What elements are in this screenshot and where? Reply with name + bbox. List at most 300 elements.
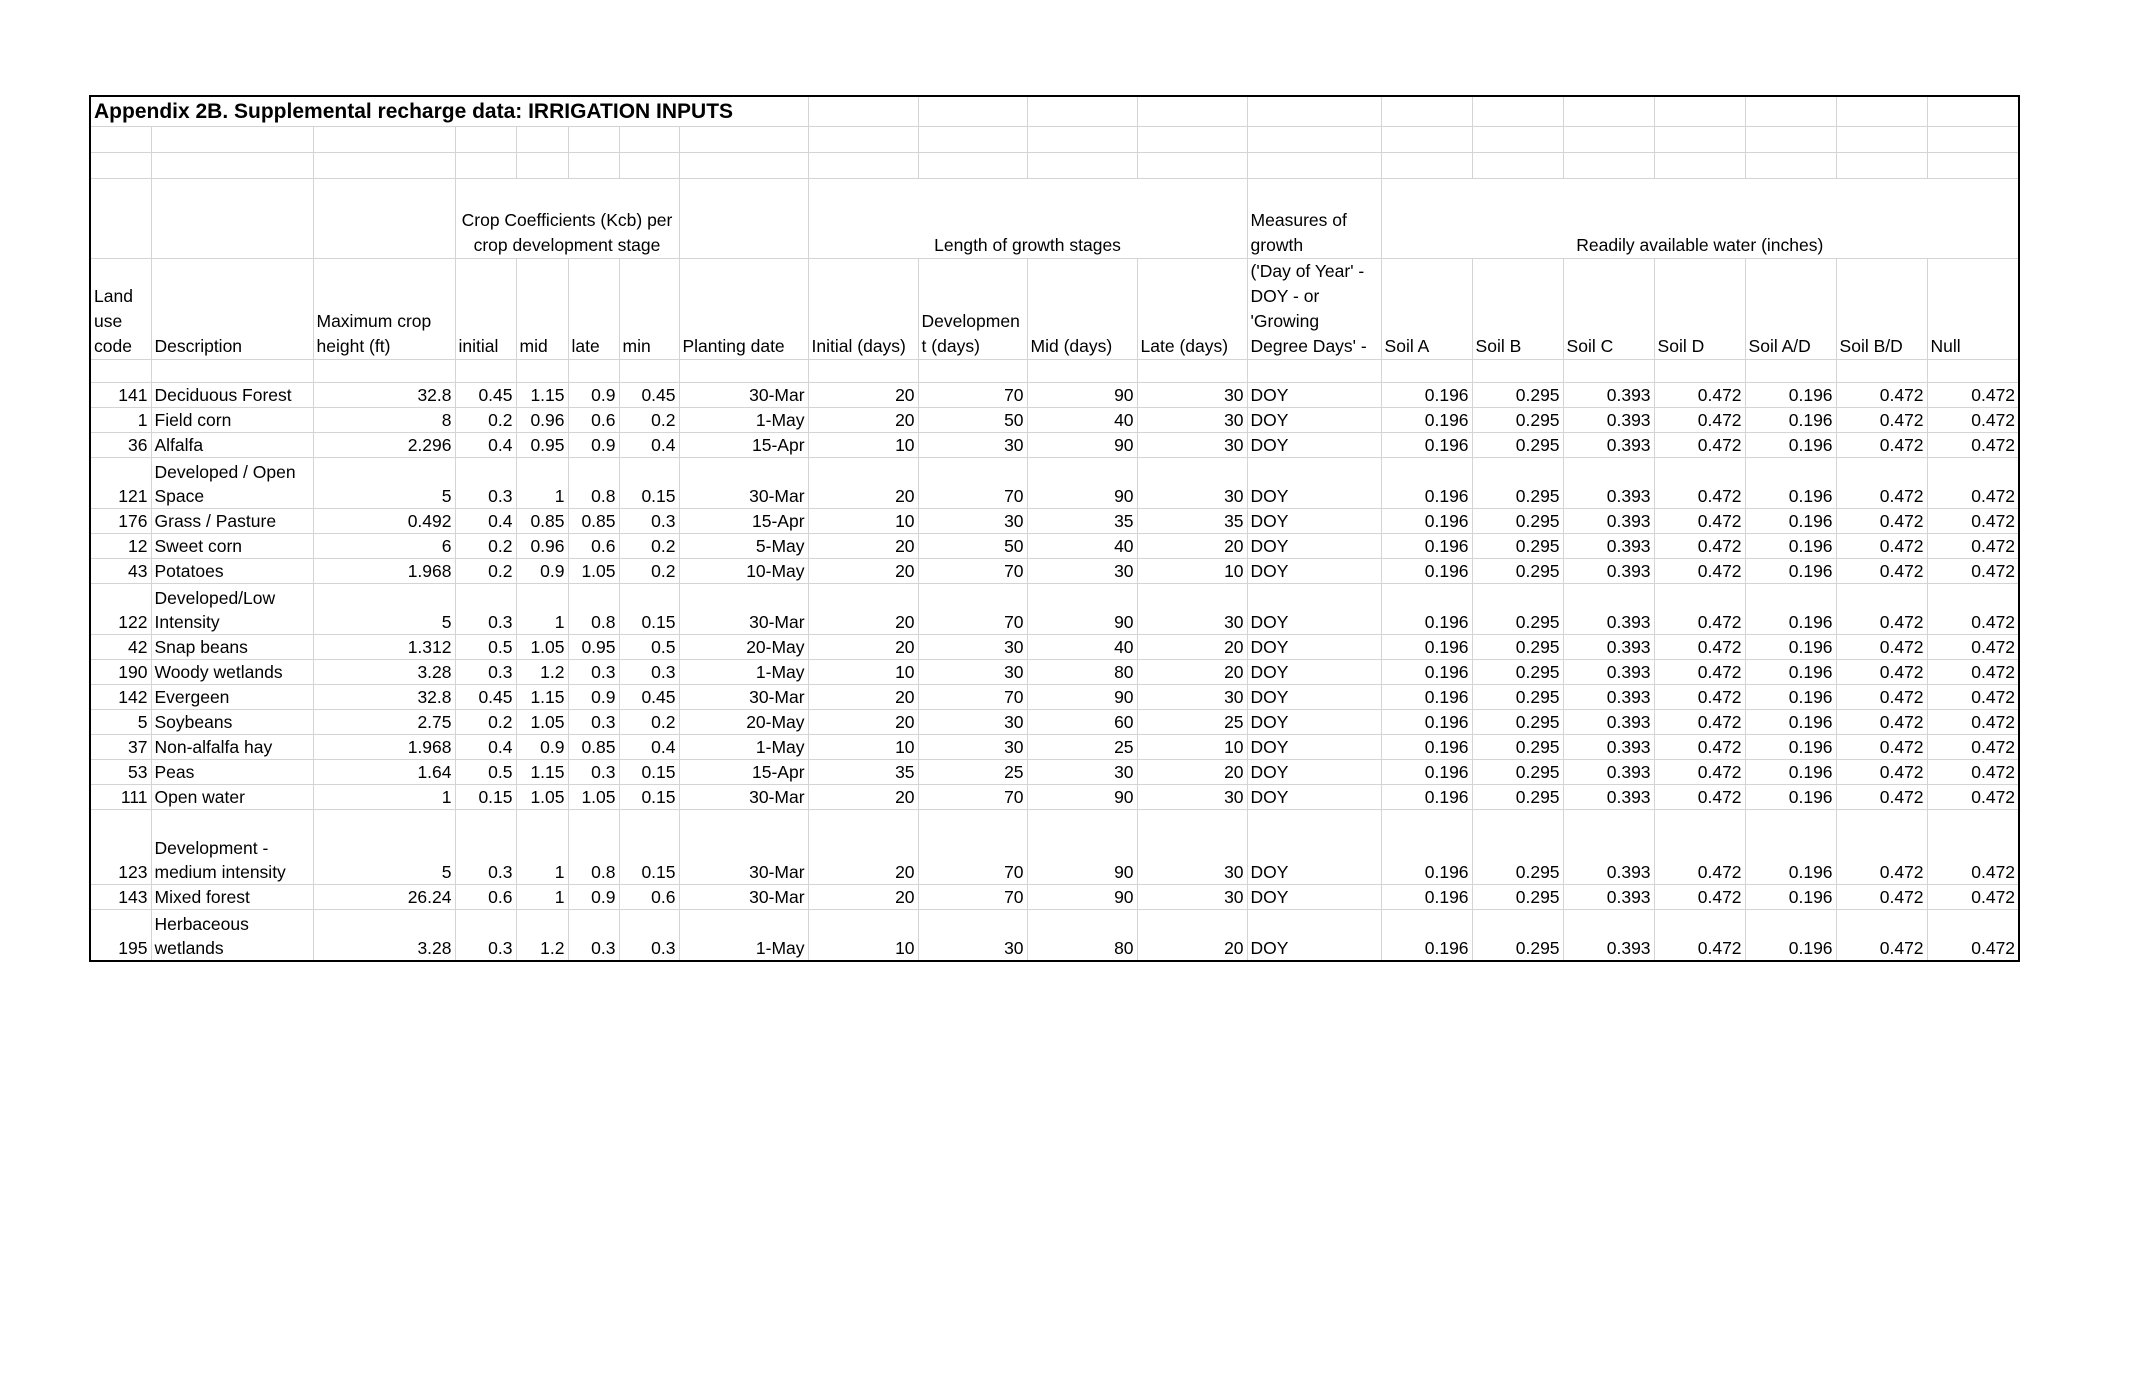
table-cell: 30 — [1137, 685, 1247, 710]
table-row — [90, 635, 2019, 660]
table-cell: 10 — [808, 509, 918, 534]
table-cell: 0.492 — [313, 509, 455, 534]
table-cell: Sweet corn — [151, 534, 313, 559]
table-cell: 1.05 — [568, 785, 619, 810]
column-header-row — [90, 259, 2019, 360]
table-row — [90, 433, 2019, 458]
table-cell: 20 — [808, 685, 918, 710]
table-row — [90, 509, 2019, 534]
column-header: Null — [1927, 259, 2019, 360]
table-cell: 26.24 — [313, 885, 455, 910]
table-cell: 0.85 — [516, 509, 568, 534]
table-cell: 20 — [808, 635, 918, 660]
table-cell: 0.295 — [1472, 635, 1563, 660]
table-cell: Development - medium intensity — [151, 810, 313, 885]
table-cell: 0.15 — [619, 760, 679, 785]
table-cell: 36 — [90, 433, 151, 458]
table-cell: 50 — [918, 408, 1027, 433]
table-cell: 0.472 — [1836, 810, 1927, 885]
table-cell: 0.2 — [619, 710, 679, 735]
table-cell: Developed/Low Intensity — [151, 584, 313, 635]
table-cell: 15-Apr — [679, 509, 808, 534]
table-cell: 5-May — [679, 534, 808, 559]
column-header: Soil D — [1654, 259, 1745, 360]
column-header: Mid (days) — [1027, 259, 1137, 360]
table-cell: 6 — [313, 534, 455, 559]
table-cell: 70 — [918, 885, 1027, 910]
table-cell: 0.295 — [1472, 710, 1563, 735]
column-header: Soil C — [1563, 259, 1654, 360]
table-cell: 90 — [1027, 584, 1137, 635]
table-cell: 25 — [918, 760, 1027, 785]
table-cell: 20 — [808, 885, 918, 910]
table-cell: 0.472 — [1836, 660, 1927, 685]
table-cell: 20 — [808, 408, 918, 433]
table-cell: 30 — [1137, 785, 1247, 810]
table-cell: 122 — [90, 584, 151, 635]
table-cell: 0.472 — [1654, 660, 1745, 685]
table-cell: 30 — [918, 660, 1027, 685]
table-cell: 5 — [313, 810, 455, 885]
table-cell: 0.3 — [455, 584, 516, 635]
table-cell: 0.472 — [1927, 785, 2019, 810]
table-cell: 0.472 — [1654, 810, 1745, 885]
table-cell: 1-May — [679, 408, 808, 433]
table-cell: 0.5 — [455, 760, 516, 785]
table-cell: 90 — [1027, 433, 1137, 458]
column-header: ('Day of Year' - DOY - or 'Growing Degree Days' - — [1247, 259, 1381, 360]
table-cell: Open water — [151, 785, 313, 810]
table-row — [90, 584, 2019, 635]
table-cell: 0.472 — [1927, 433, 2019, 458]
column-header: Soil A — [1381, 259, 1472, 360]
table-cell: DOY — [1247, 910, 1381, 962]
table-cell: 121 — [90, 458, 151, 509]
table-cell: Mixed forest — [151, 885, 313, 910]
table-cell: 20-May — [679, 635, 808, 660]
table-cell: DOY — [1247, 810, 1381, 885]
table-cell: 0.393 — [1563, 408, 1654, 433]
table-cell: 0.295 — [1472, 383, 1563, 408]
table-cell: 0.393 — [1563, 584, 1654, 635]
table-cell: 0.9 — [516, 735, 568, 760]
table-cell: 80 — [1027, 660, 1137, 685]
table-cell: DOY — [1247, 509, 1381, 534]
table-cell: 10 — [808, 735, 918, 760]
table-cell: DOY — [1247, 660, 1381, 685]
table-cell: 20 — [1137, 534, 1247, 559]
table-cell: 0.295 — [1472, 408, 1563, 433]
table-cell: Non-alfalfa hay — [151, 735, 313, 760]
table-cell: Grass / Pasture — [151, 509, 313, 534]
table-cell: 1-May — [679, 910, 808, 962]
table-cell: 0.472 — [1927, 408, 2019, 433]
table-cell: 0.2 — [455, 559, 516, 584]
table-cell: 0.196 — [1381, 785, 1472, 810]
table-cell: 40 — [1027, 635, 1137, 660]
table-cell: 0.472 — [1927, 635, 2019, 660]
table-cell: 0.196 — [1381, 910, 1472, 962]
table-cell: 30 — [918, 735, 1027, 760]
column-header: Developmen t (days) — [918, 259, 1027, 360]
table-cell: 0.393 — [1563, 910, 1654, 962]
table-cell: 0.45 — [619, 383, 679, 408]
table-cell: 0.8 — [568, 584, 619, 635]
table-cell: 1 — [313, 785, 455, 810]
table-cell: 142 — [90, 685, 151, 710]
table-cell: 0.472 — [1927, 735, 2019, 760]
table-cell: 0.472 — [1927, 910, 2019, 962]
table-cell: 0.15 — [619, 584, 679, 635]
table-cell: 0.3 — [455, 458, 516, 509]
table-cell: 0.196 — [1745, 660, 1836, 685]
table-cell: 1 — [516, 885, 568, 910]
table-cell: 0.472 — [1654, 710, 1745, 735]
table-row — [90, 559, 2019, 584]
table-cell: 30 — [918, 635, 1027, 660]
page-title: Appendix 2B. Supplemental recharge data: IRRIGATION INPUTS — [90, 96, 808, 127]
table-cell: 1 — [90, 408, 151, 433]
table-cell: 0.295 — [1472, 885, 1563, 910]
table-cell: 0.295 — [1472, 785, 1563, 810]
table-cell: 10-May — [679, 559, 808, 584]
table-cell: 0.2 — [619, 408, 679, 433]
table-cell: 30-Mar — [679, 685, 808, 710]
table-cell: 20 — [808, 534, 918, 559]
table-cell: 53 — [90, 760, 151, 785]
table-cell: 0.2 — [619, 534, 679, 559]
table-cell: 0.196 — [1745, 760, 1836, 785]
table-cell: 0.196 — [1745, 584, 1836, 635]
table-cell: 0.8 — [568, 810, 619, 885]
table-cell: 0.45 — [455, 383, 516, 408]
table-cell: 0.472 — [1836, 534, 1927, 559]
table-row — [90, 660, 2019, 685]
table-cell: 0.9 — [516, 559, 568, 584]
column-header: mid — [516, 259, 568, 360]
table-cell: 2.75 — [313, 710, 455, 735]
table-cell: 5 — [90, 710, 151, 735]
table-cell: 0.196 — [1745, 810, 1836, 885]
table-cell: 10 — [1137, 559, 1247, 584]
table-cell: 20 — [808, 710, 918, 735]
table-cell: 0.4 — [455, 735, 516, 760]
table-cell: 30 — [918, 710, 1027, 735]
table-cell: 3.28 — [313, 910, 455, 962]
table-cell: 20 — [808, 584, 918, 635]
group-header-crop-coefficients: Crop Coefficients (Kcb) per crop development stage — [455, 179, 679, 259]
table-cell: 40 — [1027, 408, 1137, 433]
table-row — [90, 735, 2019, 760]
table-cell: Woody wetlands — [151, 660, 313, 685]
table-cell: 30-Mar — [679, 885, 808, 910]
table-cell: 0.472 — [1927, 710, 2019, 735]
table-cell: 1.64 — [313, 760, 455, 785]
table-cell: 20-May — [679, 710, 808, 735]
table-cell: 15-Apr — [679, 760, 808, 785]
table-cell: 0.196 — [1381, 885, 1472, 910]
table-cell: Potatoes — [151, 559, 313, 584]
table-cell: 12 — [90, 534, 151, 559]
table-cell: 1.05 — [516, 635, 568, 660]
table-cell: 25 — [1027, 735, 1137, 760]
table-cell: 0.196 — [1745, 458, 1836, 509]
table-cell: 0.472 — [1654, 635, 1745, 660]
table-cell: 0.196 — [1381, 458, 1472, 509]
table-cell: 0.472 — [1836, 760, 1927, 785]
table-cell: 176 — [90, 509, 151, 534]
table-cell: Alfalfa — [151, 433, 313, 458]
table-cell: 0.196 — [1745, 408, 1836, 433]
column-header: late — [568, 259, 619, 360]
table-cell: 0.472 — [1836, 559, 1927, 584]
table-cell: 0.393 — [1563, 534, 1654, 559]
table-cell: 1.2 — [516, 910, 568, 962]
table-cell: 0.472 — [1927, 660, 2019, 685]
table-cell: 1.968 — [313, 735, 455, 760]
table-cell: 0.196 — [1745, 685, 1836, 710]
table-cell: 0.472 — [1654, 760, 1745, 785]
table-cell: Evergeen — [151, 685, 313, 710]
table-cell: 0.472 — [1654, 433, 1745, 458]
table-cell: 0.2 — [455, 534, 516, 559]
table-cell: 0.196 — [1745, 433, 1836, 458]
table-cell: 0.295 — [1472, 910, 1563, 962]
table-cell: 0.96 — [516, 534, 568, 559]
table-cell: 0.393 — [1563, 458, 1654, 509]
table-cell: 0.196 — [1745, 910, 1836, 962]
table-cell: 0.472 — [1836, 735, 1927, 760]
table-cell: DOY — [1247, 534, 1381, 559]
table-cell: 0.15 — [619, 785, 679, 810]
table-cell: 70 — [918, 810, 1027, 885]
table-cell: 70 — [918, 685, 1027, 710]
table-cell: 0.295 — [1472, 458, 1563, 509]
table-cell: 0.472 — [1836, 635, 1927, 660]
table-cell: 0.3 — [455, 910, 516, 962]
table-cell: DOY — [1247, 735, 1381, 760]
column-header: Land use code — [90, 259, 151, 360]
table-cell: 0.472 — [1654, 685, 1745, 710]
table-cell: 0.472 — [1927, 885, 2019, 910]
table-cell: 0.295 — [1472, 559, 1563, 584]
table-cell: 90 — [1027, 785, 1137, 810]
table-cell: 0.85 — [568, 735, 619, 760]
table-cell: 0.196 — [1745, 509, 1836, 534]
table-cell: 0.196 — [1745, 635, 1836, 660]
table-cell: 20 — [808, 383, 918, 408]
column-header: Description — [151, 259, 313, 360]
table-row — [90, 910, 2019, 962]
table-cell: 0.472 — [1927, 458, 2019, 509]
table-cell: 60 — [1027, 710, 1137, 735]
table-cell: DOY — [1247, 635, 1381, 660]
table-cell: 0.472 — [1654, 910, 1745, 962]
table-cell: 0.3 — [568, 660, 619, 685]
table-cell: 0.196 — [1381, 660, 1472, 685]
table-cell: 0.3 — [455, 660, 516, 685]
table-cell: 0.9 — [568, 433, 619, 458]
table-row — [90, 685, 2019, 710]
table-cell: 0.472 — [1927, 534, 2019, 559]
table-cell: 15-Apr — [679, 433, 808, 458]
table-cell: 1.2 — [516, 660, 568, 685]
table-cell: 1.15 — [516, 760, 568, 785]
table-cell: 0.472 — [1654, 408, 1745, 433]
table-cell: 0.393 — [1563, 660, 1654, 685]
table-cell: 0.393 — [1563, 383, 1654, 408]
table-cell: DOY — [1247, 885, 1381, 910]
table-cell: 0.393 — [1563, 635, 1654, 660]
table-cell: 30-Mar — [679, 584, 808, 635]
table-cell: 0.3 — [619, 910, 679, 962]
table-cell: 0.4 — [455, 509, 516, 534]
table-cell: 1-May — [679, 735, 808, 760]
table-cell: 0.4 — [619, 735, 679, 760]
table-cell: 20 — [1137, 910, 1247, 962]
table-cell: 0.472 — [1927, 383, 2019, 408]
table-cell: 1.05 — [516, 710, 568, 735]
table-cell: 0.196 — [1745, 885, 1836, 910]
table-cell: 0.196 — [1381, 810, 1472, 885]
table-cell: 0.472 — [1654, 785, 1745, 810]
table-cell: 0.196 — [1745, 710, 1836, 735]
table-cell: 0.15 — [455, 785, 516, 810]
table-cell: 50 — [918, 534, 1027, 559]
table-cell: 0.196 — [1745, 785, 1836, 810]
table-cell: 30 — [1137, 584, 1247, 635]
table-cell: 10 — [808, 910, 918, 962]
table-cell: 10 — [808, 433, 918, 458]
table-cell: DOY — [1247, 710, 1381, 735]
table-cell: 3.28 — [313, 660, 455, 685]
table-cell: 25 — [1137, 710, 1247, 735]
table-cell: 1 — [516, 810, 568, 885]
table-cell: 0.472 — [1836, 509, 1927, 534]
table-row — [90, 458, 2019, 509]
table-cell: 0.472 — [1654, 383, 1745, 408]
table-cell: 1-May — [679, 660, 808, 685]
table-cell: 0.6 — [619, 885, 679, 910]
table-cell: 0.393 — [1563, 735, 1654, 760]
table-row — [90, 408, 2019, 433]
table-cell: 32.8 — [313, 685, 455, 710]
table-cell: 0.196 — [1381, 685, 1472, 710]
table-cell: DOY — [1247, 584, 1381, 635]
column-header: Planting date — [679, 259, 808, 360]
table-cell: DOY — [1247, 760, 1381, 785]
table-cell: 2.296 — [313, 433, 455, 458]
table-cell: 40 — [1027, 534, 1137, 559]
table-cell: 0.295 — [1472, 584, 1563, 635]
table-cell: 0.196 — [1745, 735, 1836, 760]
table-cell: 10 — [1137, 735, 1247, 760]
column-header: Late (days) — [1137, 259, 1247, 360]
table-cell: 0.472 — [1836, 885, 1927, 910]
table-cell: 0.45 — [619, 685, 679, 710]
table-cell: 0.196 — [1381, 408, 1472, 433]
column-header: Soil B — [1472, 259, 1563, 360]
table-cell: 0.196 — [1381, 710, 1472, 735]
table-cell: 0.3 — [568, 910, 619, 962]
table-cell: 20 — [1137, 660, 1247, 685]
table-cell: 8 — [313, 408, 455, 433]
table-cell: 32.8 — [313, 383, 455, 408]
table-cell: Snap beans — [151, 635, 313, 660]
table-cell: DOY — [1247, 383, 1381, 408]
table-cell: 20 — [808, 559, 918, 584]
table-cell: 0.472 — [1836, 910, 1927, 962]
table-cell: 0.472 — [1836, 383, 1927, 408]
table-cell: Field corn — [151, 408, 313, 433]
table-cell: 111 — [90, 785, 151, 810]
table-cell: 0.295 — [1472, 660, 1563, 685]
table-cell: 0.472 — [1927, 685, 2019, 710]
table-cell: 0.9 — [568, 685, 619, 710]
table-cell: 0.393 — [1563, 559, 1654, 584]
table-cell: 10 — [808, 660, 918, 685]
table-cell: 30 — [1027, 559, 1137, 584]
table-cell: 20 — [808, 785, 918, 810]
table-row — [90, 885, 2019, 910]
table-cell: 0.3 — [568, 710, 619, 735]
table-cell: 70 — [918, 383, 1027, 408]
table-cell: 0.3 — [619, 509, 679, 534]
table-cell: 0.472 — [1927, 760, 2019, 785]
table-cell: 70 — [918, 559, 1027, 584]
table-row — [90, 534, 2019, 559]
table-row — [90, 810, 2019, 885]
table-cell: 30 — [1137, 408, 1247, 433]
table-cell: 1.15 — [516, 383, 568, 408]
column-header: initial — [455, 259, 516, 360]
table-cell: 0.196 — [1381, 760, 1472, 785]
table-cell: 0.196 — [1745, 559, 1836, 584]
table-cell: 0.393 — [1563, 509, 1654, 534]
table-cell: 30 — [1137, 383, 1247, 408]
table-cell: 1 — [516, 584, 568, 635]
table-cell: DOY — [1247, 458, 1381, 509]
table-cell: 30-Mar — [679, 785, 808, 810]
group-header-measures: Measures of growth — [1247, 179, 1381, 259]
column-header: min — [619, 259, 679, 360]
table-cell: 30 — [1137, 810, 1247, 885]
table-cell: 0.472 — [1927, 810, 2019, 885]
table-cell: 141 — [90, 383, 151, 408]
irrigation-inputs-table — [89, 95, 2020, 962]
table-cell: 35 — [1027, 509, 1137, 534]
table-cell: 5 — [313, 584, 455, 635]
table-cell: 0.472 — [1654, 584, 1745, 635]
table-cell: 0.472 — [1836, 584, 1927, 635]
table-cell: 30 — [1137, 458, 1247, 509]
table-cell: 0.6 — [455, 885, 516, 910]
table-cell: 0.196 — [1381, 383, 1472, 408]
table-cell: 0.196 — [1745, 534, 1836, 559]
table-cell: 0.196 — [1381, 584, 1472, 635]
table-cell: 0.5 — [455, 635, 516, 660]
table-cell: 123 — [90, 810, 151, 885]
table-cell: 0.472 — [1927, 584, 2019, 635]
table-cell: 1.968 — [313, 559, 455, 584]
table-row — [90, 383, 2019, 408]
table-cell: 43 — [90, 559, 151, 584]
table-cell: 0.393 — [1563, 710, 1654, 735]
table-cell: 0.15 — [619, 810, 679, 885]
table-cell: 0.472 — [1654, 885, 1745, 910]
table-cell: 0.472 — [1654, 559, 1745, 584]
table-cell: 20 — [808, 810, 918, 885]
